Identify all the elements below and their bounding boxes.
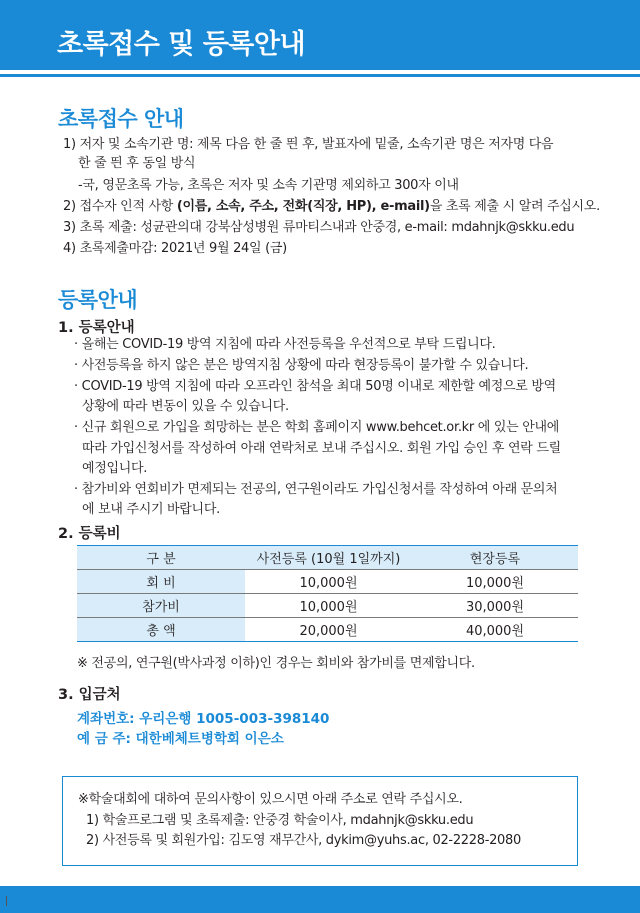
reg-bullet-2: · 사전등록을 하지 않은 분은 방역지침 상황에 따라 현장등록이 불가할 수 있습니다.	[74, 358, 529, 373]
reg-bullet-4-cont: 따라 가입신청서를 작성하여 아래 연락처로 보내 주십시오. 회원 가입 승인 후 연락 드릴	[82, 441, 561, 456]
reg-bullet-3-cont: 상황에 따라 변동이 있을 수 있습니다.	[82, 399, 289, 414]
fee-table-header-row	[77, 546, 578, 570]
abstract-line-1-cont: 한 줄 띈 후 동일 방식	[78, 156, 196, 171]
fee-cell: 10,000원	[245, 570, 412, 594]
reg-bullet-4-cont-2: 예정입니다.	[82, 461, 148, 476]
contact-item-1: 1) 학술프로그램 및 초록제출: 안중경 학술이사, mdahnjk@skku.edu	[86, 813, 474, 828]
abstract-line-4: 4) 초록제출마감: 2021년 9월 24일 (금)	[63, 241, 287, 256]
registration-sub-1: 1. 등록안내	[58, 320, 135, 336]
fee-header-category: 구 분	[77, 546, 245, 570]
fee-table	[77, 545, 578, 642]
abstract-line-1-note: -국, 영문초록 가능, 초록은 저자 및 소속 기관명 제외하고 300자 이내	[78, 178, 459, 193]
abstract-line-3: 3) 초록 제출: 성균관의대 강북삼성병원 류마티스내과 안중경, e-mail: mdahnjk@skku.edu	[63, 220, 575, 235]
crop-mark-bottom	[6, 896, 9, 906]
registration-sub-3: 3. 입금처	[58, 687, 121, 703]
fee-note: ※ 전공의, 연구원(박사과정 이하)인 경우는 회비와 참가비를 면제합니다.	[77, 656, 475, 671]
abstract-line-2-suffix: 을 초록 제출 시 알려 주십시오.	[429, 199, 600, 214]
fee-row-label: 참가비	[77, 594, 245, 618]
abstract-line-2-prefix: 2) 접수자 인적 사항	[63, 199, 177, 214]
registration-sub-2: 2. 등록비	[58, 526, 121, 542]
abstract-line-1: 1) 저자 및 소속기관 명: 제목 다음 한 줄 띈 후, 발표자에 밑줄, 소속기관 명은 저자명 다음	[63, 137, 554, 152]
fee-cell: 10,000원	[245, 594, 412, 618]
header-banner	[0, 0, 640, 70]
fee-row-label: 회 비	[77, 570, 245, 594]
fee-row-label: 총 액	[77, 618, 245, 642]
fee-header-onsite: 현장등록	[412, 546, 578, 570]
reg-bullet-5-cont: 에 보내 주시기 바랍니다.	[82, 502, 220, 517]
reg-bullet-4: · 신규 회원으로 가입을 희망하는 분은 학회 홈페이지 www.behcet.or.kr 에 있는 안내에	[74, 420, 559, 435]
footer-bar	[0, 886, 640, 913]
table-row	[77, 570, 578, 594]
header-divider	[0, 74, 640, 77]
reg-bullet-1: · 올해는 COVID-19 방역 지침에 따라 사전등록을 우선적으로 부탁 드립니다.	[74, 337, 496, 352]
fee-cell: 30,000원	[412, 594, 578, 618]
abstract-line-2-bold: (이름, 소속, 주소, 전화(직장, HP), e-mail)	[176, 199, 430, 214]
abstract-section-title: 초록접수 안내	[58, 107, 184, 131]
fee-cell: 40,000원	[412, 618, 578, 642]
fee-cell: 10,000원	[412, 570, 578, 594]
table-row	[77, 594, 578, 618]
account-holder: 예 금 주: 대한베체트병학회 이은소	[77, 731, 284, 747]
contact-intro: ※학술대회에 대하여 문의사항이 있으시면 아래 주소로 연락 주십시오.	[78, 792, 463, 807]
fee-cell: 20,000원	[245, 618, 412, 642]
bank-account: 계좌번호: 우리은행 1005-003-398140	[77, 711, 330, 727]
contact-item-2: 2) 사전등록 및 회원가입: 김도영 재무간사, dykim@yuhs.ac, 02-2228-2080	[86, 833, 521, 848]
registration-section-title: 등록안내	[58, 288, 138, 312]
abstract-line-2	[63, 197, 600, 216]
table-row	[77, 618, 578, 642]
reg-bullet-5: · 참가비와 연회비가 면제되는 전공의, 연구원이라도 가입신청서를 작성하여 아래 문의처	[74, 482, 558, 497]
reg-bullet-3: · COVID-19 방역 지침에 따라 오프라인 참석을 최대 50명 이내로 제한할 예정으로 방역	[74, 379, 556, 394]
page-title: 초록접수 및 등록안내	[57, 29, 306, 60]
fee-header-pre: 사전등록 (10월 1일까지)	[245, 546, 412, 570]
